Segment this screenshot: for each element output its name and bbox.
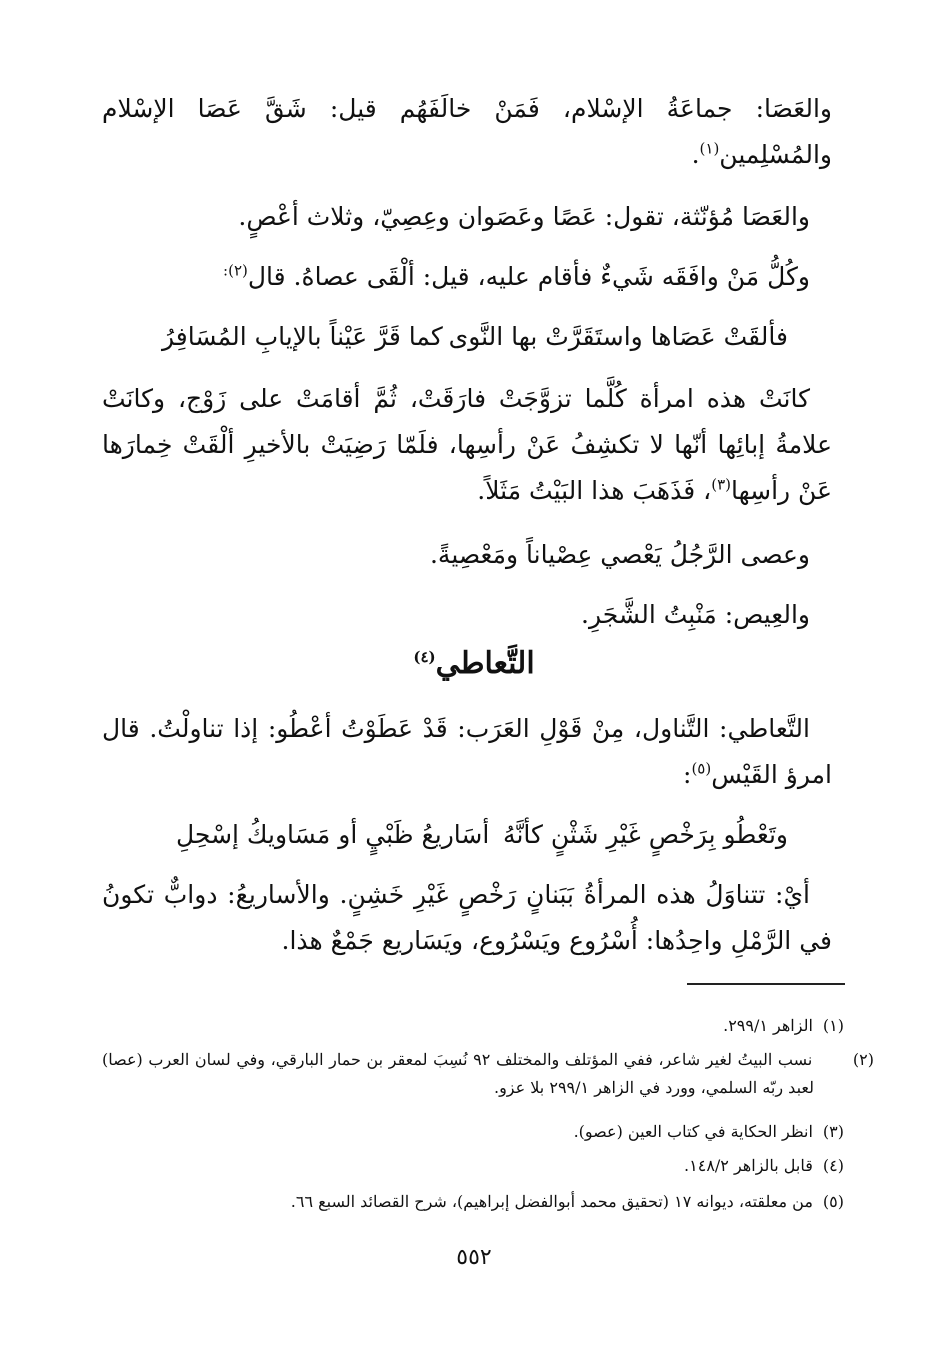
section-title: التَّعاطي$^{(٤)}$ (413, 646, 535, 681)
footnote-3: (٣) انظر الحكاية في كتاب العين (عصو). (573, 1122, 844, 1141)
paragraph-asa-muannatha: والعَصَا مُؤنّثة، تقول: عَصًا وعَصَوان وعِصِيّ، وثلاث أعْصٍ. (238, 202, 810, 231)
paragraph-al-ees: والعِيص: مَنْبِتُ الشَّجَرِ. (581, 600, 810, 629)
paragraph-asa-jamaa: والعَصَا: جماعَةُ الإسْلام، فَمَنْ خالَفَهُم قيل: شَقَّ عَصَا الإسْلام والمُسْلِمين$^{(١)}$. (102, 94, 832, 169)
footnote-divider (687, 983, 845, 985)
paragraph-explanation: أيْ: تتناوَلُ هذه المرأةُ بَبَنانٍ رَخْصٍ غَيْرِ خَشِنٍ. والأساريعُ: دوابٌّ تكونُ في الرَّمْلِ واحِدُها: أُسْرُوع ويَسْرُوع، ويَسَاريع جَمْعٌ هذا. (102, 880, 832, 955)
footnote-ref: (١) (699, 139, 720, 158)
footnote-4: (٤) قابل بالزاهر ١٤٨/٢. (684, 1156, 844, 1175)
page-number: ٥٥٢ (456, 1245, 492, 1270)
footnote-1: (١) الزاهر ٢٩٩/١. (723, 1016, 844, 1035)
footnote-ref: (٥) (691, 759, 712, 778)
footnote-5: (٥) من معلقته، ديوانه ١٧ (تحقيق محمد أبوالفضل إبراهيم)، شرح القصائد السبع ٦٦. (290, 1192, 844, 1211)
verse-1-second-hemistich: كما قَرَّ عَيْناً بالإيابِ المُسَافِرُ (162, 322, 443, 351)
footnote-ref: (٣) (711, 475, 731, 494)
verse-1-first-hemistich: فألقَتْ عَصَاها واستَقَرَّتْ بها النَّوى (448, 322, 788, 351)
paragraph-taati-definition: التَّعاطي: التَّناول، مِنْ قَوْلِ العَرَب: قَدْ عَطَوْتُ أعْطُو: إذا تناولْتُ. قال امرؤ القَيْس$^{(٥)}$: (102, 714, 832, 789)
footnote-2: (٢) نسب البيتُ لغير شاعر، ففي المؤتلف والمختلف ٩٢ نُسِبَ لمعقر بن حمار البارقي، وفي لسان العرب (عصا) لعبد ربّه السلمي، وورد في الزاهر ٢٩٩/١ بلا عزو. (102, 1050, 874, 1097)
verse-2-second-hemistich: أسَاريعُ ظَبْيٍ أو مَسَاويكُ إسْحِلِ (176, 820, 490, 849)
paragraph-alqa-asahu: وكُلُّ مَنْ وافَقَه شَيءٌ فأقام عليه، قيل: ألْقَى عصاهُ. قال$^{(٢):}$ (223, 261, 810, 291)
footnote-ref: (٤) (413, 648, 436, 666)
paragraph-story-woman: كانَتْ هذه امرأة كُلَّما تزوَّجَتْ فارَقَتْ، ثُمَّ أقامَتْ على زَوْج، وكانَتْ علامةُ إبائِها أنّها لا تكشِفُ عَنْ رأسِها، فلَمّا رَضِيَتْ بالأخيرِ ألْقَتْ خِمارَها عَنْ رأسِها$^{(٣)}$، فَذَهَبَ هذا البَيْتُ مَثَلاً. (102, 384, 832, 505)
verse-2-first-hemistich: وتَعْطُو بِرَخْصٍ غَيْرِ شَثْنٍ كأنَّهُ (503, 820, 788, 849)
paragraph-asa-alrajul: وعصى الرَّجُلُ يَعْصي عِصْياناً ومَعْصِيةً. (429, 540, 810, 569)
footnote-ref: (٢): (223, 261, 248, 280)
